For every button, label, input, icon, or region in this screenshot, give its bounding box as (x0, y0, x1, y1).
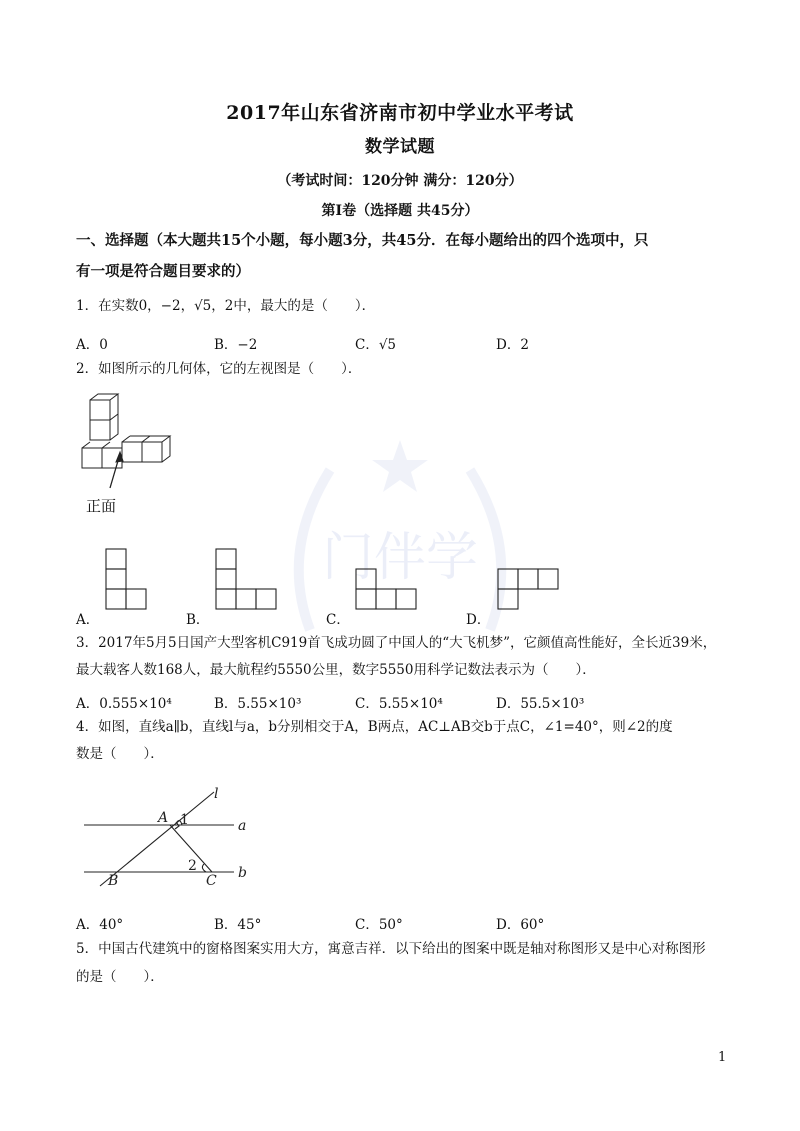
q2-stem: 2．如图所示的几何体，它的左视图是（ ）． (76, 361, 362, 377)
q4-stem-line2: 数是（ ）． (76, 746, 164, 762)
volume-title: 第Ⅰ卷（选择题 共45分） (321, 203, 479, 219)
label-angle-2: 2 (188, 858, 197, 874)
q3-option-d: D．55.5×10³ (496, 696, 585, 712)
q4-geometry-figure (76, 782, 276, 894)
q4-stem-line1: 4．如图，直线a∥b，直线l与a，b分别相交于A，B两点，AC⊥AB交b于点C，∠1=40°，则∠2的度 (76, 719, 673, 735)
section-heading-line1: 一、选择题（本大题共15个小题，每小题3分，共45分．在每小题给出的四个选项中，只 (76, 232, 649, 249)
label-point-a: A (158, 810, 169, 826)
q3-stem-line2: 最大载客人数168人，最大航程约5550公里，数字5550用科学记数法表示为（ ）． (76, 662, 596, 678)
q4-option-a: A．40° (76, 917, 124, 933)
q2-figure-label: 正面 (86, 497, 117, 515)
section-heading-line2: 有一项是符合题目要求的） (76, 263, 250, 280)
watermark-text: 门伴学 (321, 528, 479, 588)
q2-option-a-figure (106, 549, 146, 609)
q2-option-c-figure (356, 569, 416, 609)
q1-option-c: C．√5 (355, 337, 397, 353)
page-number: 1 (718, 1050, 727, 1065)
q1-option-d: D．2 (496, 337, 529, 353)
subject-title: 数学试题 (365, 137, 435, 157)
q4-option-c: C．50° (355, 917, 403, 933)
q3-option-a: A．0.555×10⁴ (76, 696, 172, 712)
q2-solid-figure (76, 390, 186, 490)
q3-option-b: B．5.55×10³ (214, 696, 302, 712)
q5-stem-line1: 5．中国古代建筑中的窗格图案实用大方，寓意吉祥．以下给出的图案中既是轴对称图形又是中心对称图形 (76, 941, 706, 957)
q1-option-a: A．0 (76, 337, 108, 353)
q2-option-d: D． (466, 612, 491, 628)
q5-stem-line2: 的是（ ）． (76, 969, 164, 985)
exam-info: （考试时间：120分钟 满分：120分） (277, 173, 523, 189)
label-angle-1: 1 (180, 812, 189, 828)
label-l: l (214, 786, 219, 802)
q2-option-d-figure (498, 569, 558, 609)
q1-option-b: B．−2 (214, 337, 258, 353)
label-point-b: B (108, 873, 119, 889)
q2-option-b: B． (186, 612, 210, 628)
exam-title: 2017年山东省济南市初中学业水平考试 (226, 102, 574, 124)
label-point-c: C (206, 873, 217, 889)
q2-option-a: A． (76, 612, 100, 628)
q4-option-d: D．60° (496, 917, 545, 933)
q1-stem: 1．在实数0，−2，√5，2中，最大的是（ ）． (76, 298, 376, 314)
q2-option-b-figure (216, 549, 276, 609)
q3-stem-line1: 3．2017年5月5日国产大型客机C919首飞成功圆了中国人的“大飞机梦”，它颜值高性能好，全长近39米， (76, 635, 717, 651)
label-b: b (238, 865, 247, 881)
label-a: a (238, 818, 247, 834)
q2-option-c: C． (326, 612, 350, 628)
q4-option-b: B．45° (214, 917, 262, 933)
q3-option-c: C．5.55×10⁴ (355, 696, 443, 712)
q2-options-figures (76, 545, 766, 625)
